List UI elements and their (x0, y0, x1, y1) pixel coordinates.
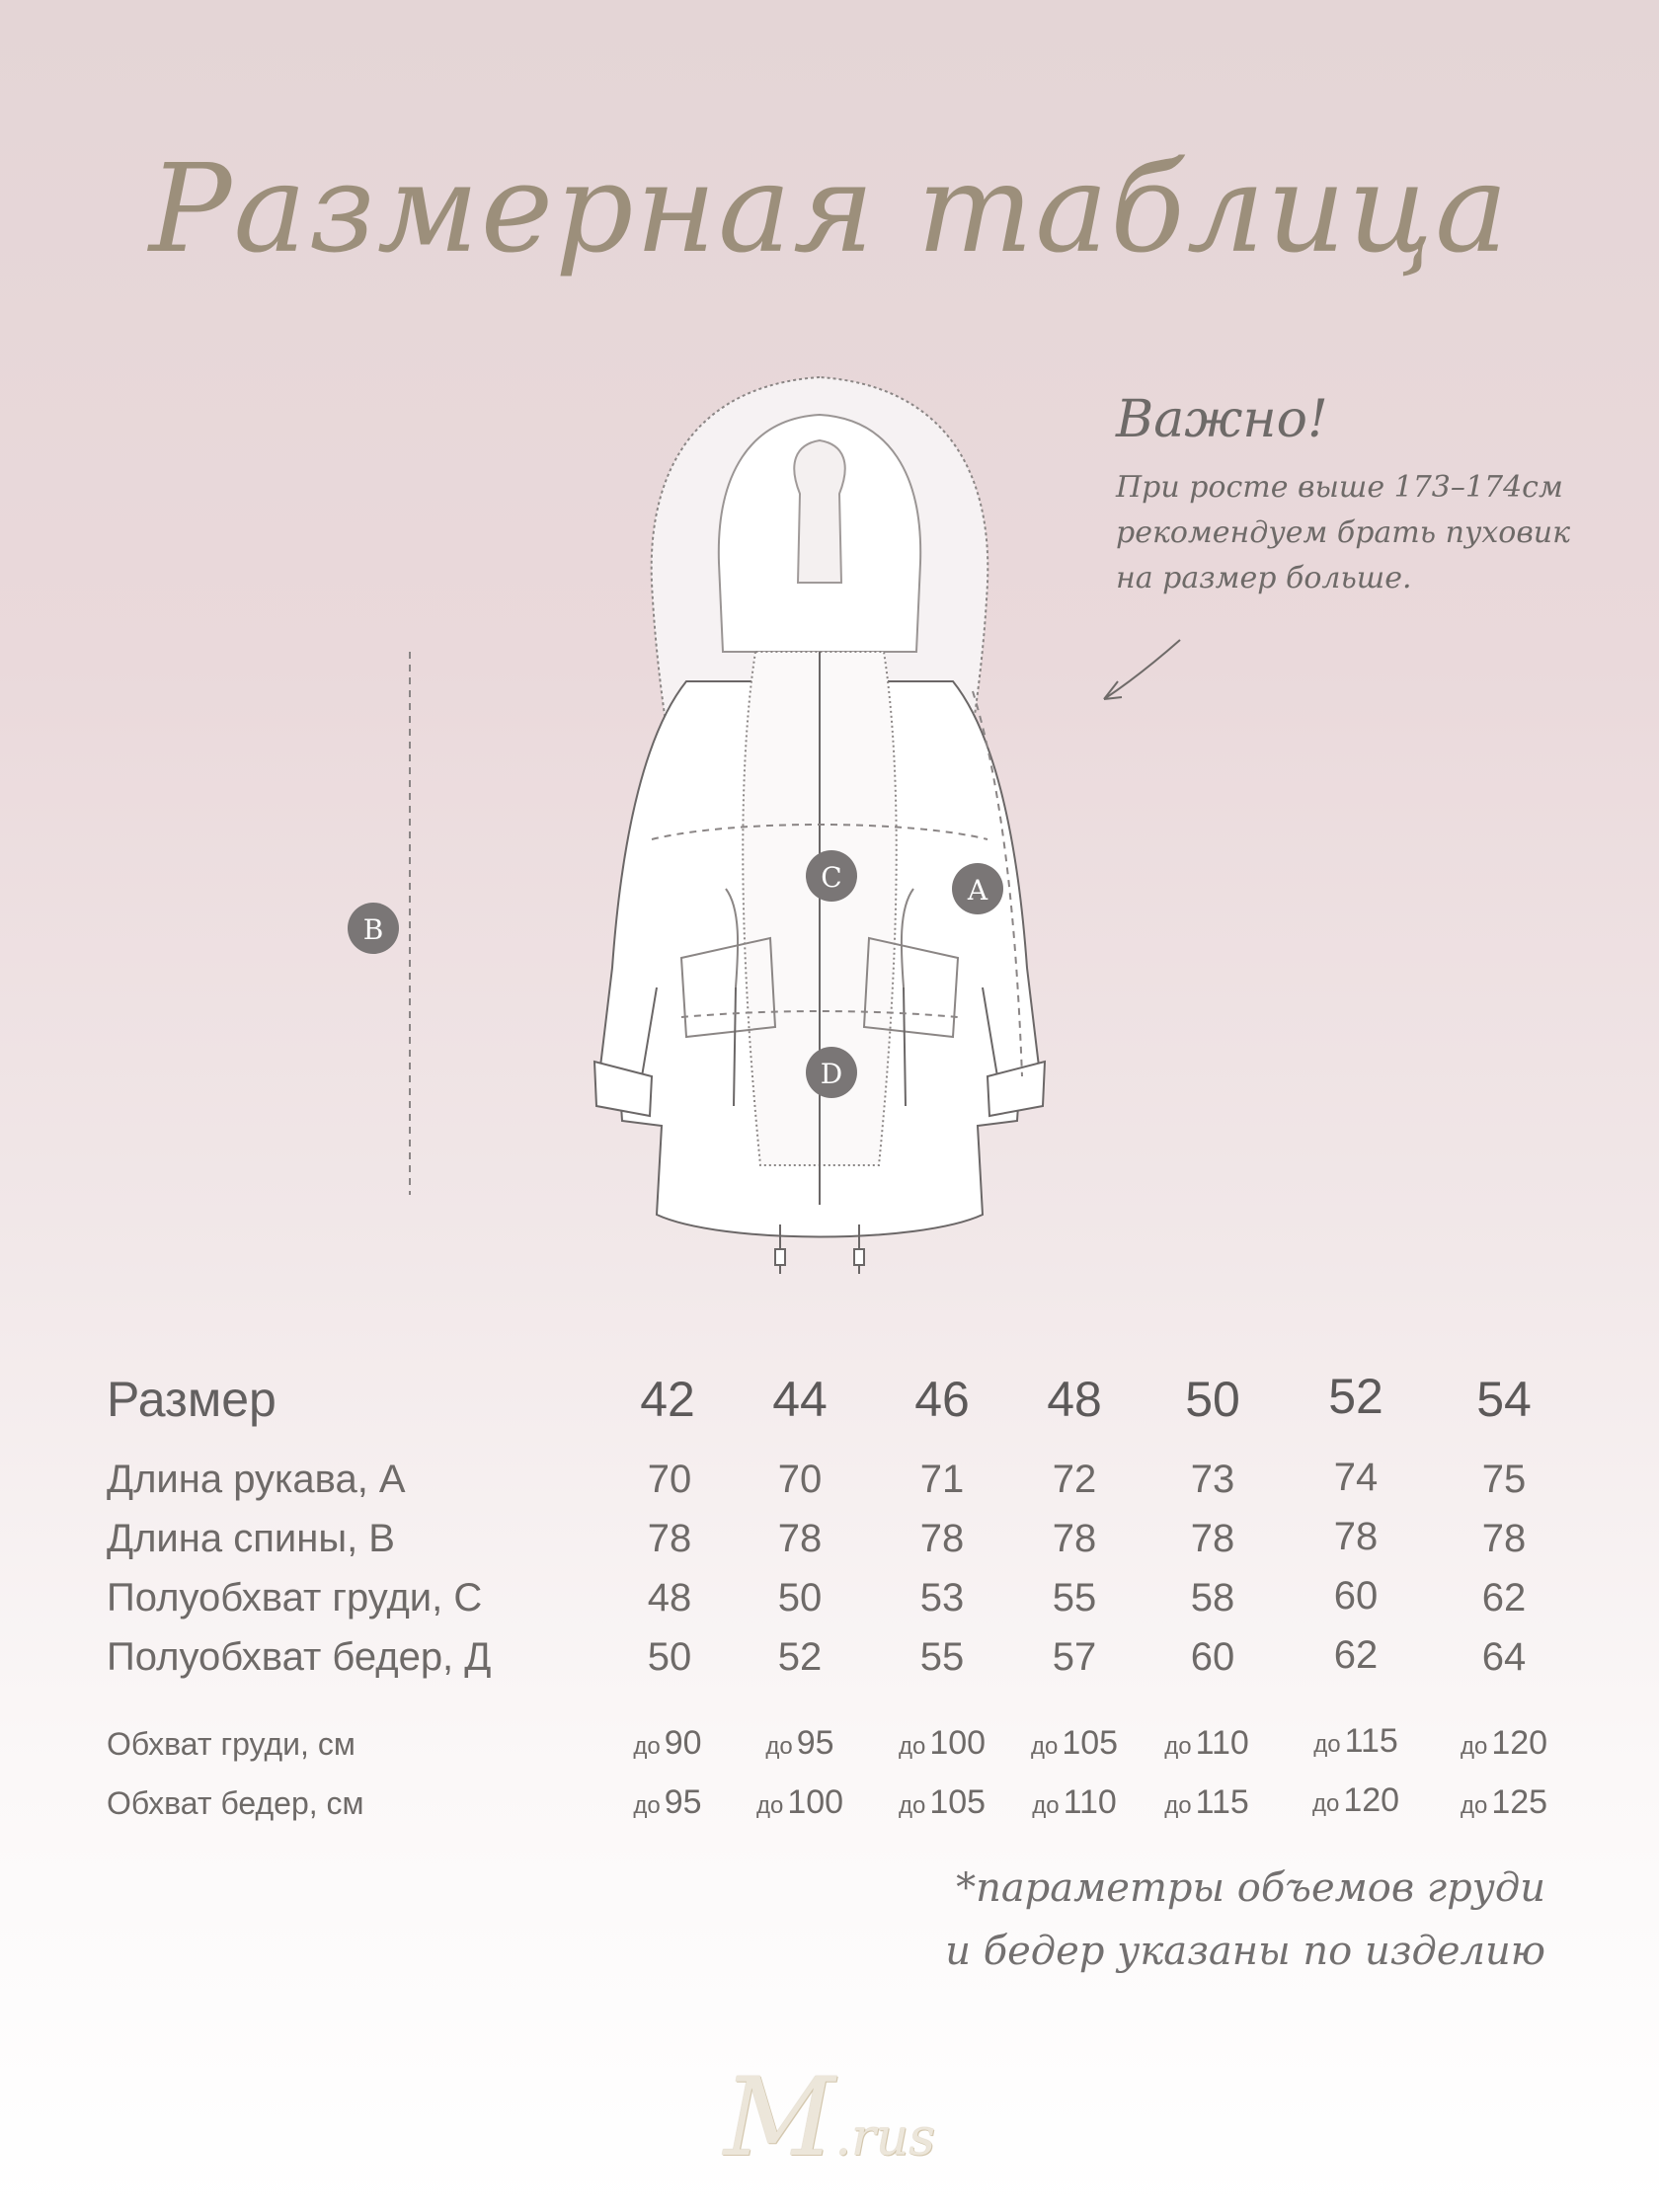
table-cell: 75 (1481, 1458, 1527, 1501)
table-cell: 78 (919, 1517, 965, 1560)
page-title: Размерная таблица (148, 138, 1511, 280)
row-label-back: Длина спины, В (107, 1517, 395, 1560)
table-cell: 62 (1481, 1576, 1527, 1620)
note-line-2: рекомендуем брать пуховик (1116, 515, 1571, 550)
marker-c: C (821, 861, 842, 894)
table-cell: 57 (1052, 1635, 1097, 1679)
table-cell: до 100 (755, 1783, 844, 1821)
table-cell: 70 (647, 1458, 692, 1501)
size-46: 46 (914, 1372, 970, 1427)
marker-a: A (967, 874, 988, 907)
note-line-3: на размер больше. (1116, 561, 1412, 595)
table-cell: до 105 (1030, 1724, 1119, 1762)
footnote-line-2: и бедер указаны по изделию (945, 1929, 1545, 1974)
table-cell: 74 (1333, 1456, 1379, 1499)
table-cell: 50 (777, 1576, 823, 1620)
row-label-sleeve: Длина рукава, А (107, 1458, 406, 1501)
table-cell: 64 (1481, 1635, 1527, 1679)
marker-d: D (820, 1058, 843, 1090)
table-cell: 53 (919, 1576, 965, 1620)
table-cell: 78 (1333, 1515, 1379, 1558)
size-50: 50 (1185, 1372, 1240, 1427)
table-cell: 48 (647, 1576, 692, 1620)
row-label-chest-girth: Обхват груди, см (107, 1726, 356, 1762)
table-cell: до 110 (1032, 1783, 1117, 1821)
table-cell: до 120 (1311, 1781, 1400, 1819)
table-cell: 78 (1052, 1517, 1097, 1560)
size-44: 44 (772, 1372, 828, 1427)
table-cell: 72 (1052, 1458, 1097, 1501)
note-line-1: При росте выше 173–174см (1116, 470, 1563, 505)
row-label-hips: Полуобхват бедер, Д (107, 1635, 492, 1679)
size-54: 54 (1476, 1372, 1532, 1427)
size-42: 42 (640, 1372, 695, 1427)
table-cell: 78 (647, 1517, 692, 1560)
table-cell: до 90 (633, 1724, 702, 1762)
size-52: 52 (1328, 1369, 1383, 1424)
table-cell: 78 (1481, 1517, 1527, 1560)
size-48: 48 (1047, 1372, 1102, 1427)
table-cell: 55 (919, 1635, 965, 1679)
table-cell: до 115 (1164, 1783, 1249, 1821)
table-cell: 62 (1333, 1633, 1379, 1677)
table-cell: до 115 (1313, 1722, 1398, 1760)
footnote (945, 1856, 1545, 1983)
table-cell: 70 (777, 1458, 823, 1501)
table-cell: до 95 (765, 1724, 834, 1762)
table-cell: 60 (1333, 1574, 1379, 1618)
table-cell: 52 (777, 1635, 823, 1679)
table-cell: 73 (1190, 1458, 1235, 1501)
table-cell: 78 (777, 1517, 823, 1560)
row-label-hip-girth: Обхват бедер, см (107, 1785, 364, 1821)
table-cell: 71 (919, 1458, 965, 1501)
table-cell: 58 (1190, 1576, 1235, 1620)
table-cell: до 105 (898, 1783, 987, 1821)
size-header-label: Размер (107, 1372, 276, 1427)
table-cell: 50 (647, 1635, 692, 1679)
brand-logo: M.rus (723, 2054, 936, 2180)
table-cell: 60 (1190, 1635, 1235, 1679)
table-cell: до 110 (1164, 1724, 1249, 1762)
table-cell: 78 (1190, 1517, 1235, 1560)
note-heading: Важно! (1116, 390, 1328, 449)
footnote-line-1: *параметры объемов груди (956, 1865, 1545, 1911)
table-cell: до 125 (1460, 1783, 1548, 1821)
marker-b: B (362, 913, 384, 946)
row-label-chest: Полуобхват груди, С (107, 1576, 483, 1620)
table-cell: до 95 (633, 1783, 702, 1821)
table-cell: до 120 (1460, 1724, 1548, 1762)
table-cell: 55 (1052, 1576, 1097, 1620)
table-cell: до 100 (898, 1724, 987, 1762)
